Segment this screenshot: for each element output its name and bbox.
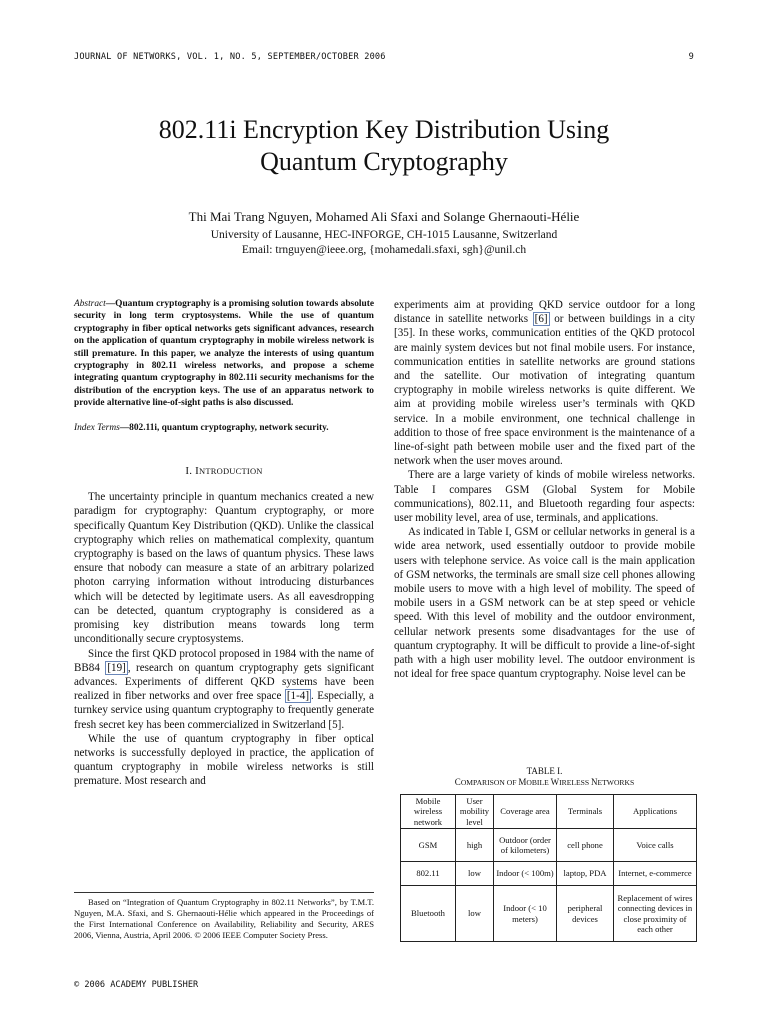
right-paragraph-1: experiments aim at providing QKD service outdoor for a long distance in satellite networks [6] or between buildings in a city [35]. In these works, communication entities of the QKD protocol are mainly system devices but not final mobile users. For instance, communication entities in satellite networks are ground stations and the satellite. Our motivation of integrating quantum cryptography in mobile wireless networks is quite different. We aim at providing mobile wireless user’s terminals with QKD service. In a mobile environment, one technical challenge in addition to those of free space environment is the maintenance of a line-of-sight path between mobile user and the fixed part of the network when the user moves around.	[394, 299, 695, 468]
table-cell: low	[456, 886, 494, 942]
abstract	[74, 298, 374, 410]
table-title: COMPARISON OF MOBILE WIRELESS NETWORKS	[454, 777, 635, 787]
citation-link[interactable]: [19]	[107, 661, 126, 674]
table-cell: Internet, e-commerce	[614, 862, 697, 886]
table-cell: Bluetooth	[401, 886, 456, 942]
table-cell: Replacement of wires connecting devices in close proximity of each other	[614, 886, 697, 942]
table-header-cell: Mobile wireless network	[401, 795, 456, 829]
table-cell: GSM	[401, 829, 456, 862]
right-paragraph-2: There are a large variety of kinds of mobile wireless networks. Table I compares GSM (Global System for Mobile communications), 802.11, and Bluetooth regarding four aspects: user mobility level, area of use, terminals, and applications.	[394, 469, 695, 525]
index-terms-label: Index Terms	[74, 422, 120, 433]
abstract-label: Abstract	[74, 299, 106, 309]
left-column	[74, 298, 374, 789]
title-line-2: Quantum Cryptography	[260, 147, 508, 176]
table-cell: low	[456, 862, 494, 886]
affiliation: University of Lausanne, HEC-INFORGE, CH-1015 Lausanne, Switzerland	[210, 229, 558, 241]
page-number: 9	[688, 52, 694, 62]
table-header-cell: User mobility level	[456, 795, 494, 829]
comparison-table	[400, 794, 697, 942]
table-label: TABLE I.	[526, 766, 563, 776]
table-cell: laptop, PDA	[557, 862, 614, 886]
table-caption	[394, 766, 695, 788]
intro-paragraph-3: While the use of quantum cryptography in fiber optical networks is successfully deployed in practice, the application of quantum cryptography in mobile wireless networks is still premature. Most research and	[74, 732, 374, 788]
table-cell: peripheral devices	[557, 886, 614, 942]
table-cell: 802.11	[401, 862, 456, 886]
table-row	[401, 829, 697, 862]
journal-name: JOURNAL OF NETWORKS, VOL. 1, NO. 5, SEPTEMBER/OCTOBER 2006	[74, 52, 386, 62]
table-header-cell: Applications	[614, 795, 697, 829]
right-column	[394, 298, 695, 681]
table-cell: cell phone	[557, 829, 614, 862]
section-heading-introduction: I. INTRODUCTION	[185, 465, 263, 478]
footnote: Based on “Integration of Quantum Cryptography in 802.11 Networks”, by T.M.T. Nguyen, M.A. Sfaxi, and S. Ghernaouti-Hélie which appeared in the Proceedings of the First International Conference on Availability, Reliability and Security, ARES 2006, Vienna, Austria, April 2006. © 2006 IEEE Computer Society Press.	[74, 897, 374, 940]
table-cell: high	[456, 829, 494, 862]
table-row	[401, 862, 697, 886]
table-cell: Voice calls	[614, 829, 697, 862]
citation-link[interactable]: [6]	[534, 313, 548, 326]
table-cell: Indoor (< 100m)	[494, 862, 557, 886]
authors: Thi Mai Trang Nguyen, Mohamed Ali Sfaxi and Solange Ghernaouti-Hélie	[188, 209, 580, 224]
index-terms	[74, 422, 374, 434]
affiliation-block	[0, 228, 768, 258]
citation-link[interactable]: [1-4]	[286, 690, 310, 703]
table-cell: Indoor (< 10 meters)	[494, 886, 557, 942]
table-header-cell: Coverage area	[494, 795, 557, 829]
table-cell: Outdoor (order of kilometers)	[494, 829, 557, 862]
running-header	[74, 52, 694, 66]
email: Email: trnguyen@ieee.org, {mohamedali.sfaxi, sgh}@unil.ch	[241, 244, 527, 256]
intro-paragraph-1: The uncertainty principle in quantum mechanics created a new paradigm for cryptography: Quantum cryptography, or more specifically Quantum Key Distribution (QKD). Unlike the classical cryptography which relies on mathematical complexity, quantum cryptography is based on the laws of quantum physics. These laws ensure that nobody can measure a state of an arbitrary polarized photon carrying information without introducing disturbances which will be detected by legitimate users. As all eavesdropping can be detected, quantum cryptography is considered as a promising key distribution means towards long term unconditionally secure cryptosystems.	[74, 491, 374, 646]
table-header-row	[401, 795, 697, 829]
paper-title	[0, 114, 768, 178]
index-terms-text: —802.11i, quantum cryptography, network security.	[119, 422, 329, 433]
footnote-divider	[74, 892, 374, 893]
table-header-cell: Terminals	[557, 795, 614, 829]
intro-paragraph-2: Since the first QKD protocol proposed in 1984 with the name of BB84 [19] , research on quantum cryptography gets significant advances. Experiments of different QKD systems have been realized in fiber networks and over free space [1-4] . Especially, a turnkey service using quantum cryptography to frequently generate fresh secret key has been commercialized in Switzerland [5].	[74, 647, 374, 731]
abstract-text: —Quantum cryptography is a promising solution towards absolute security in long term cryptosystems. While the use of quantum cryptography in fiber optical networks gets significant advances, research on the application of quantum cryptography in mobile wireless network is still premature. In this paper, we analyze the interests of using quantum cryptography in 802.11 wireless networks, and propose a scheme integrating quantum cryptography in 802.11i security mechanisms for the distribution of the encryption keys. The use of an apparatus network to provide alternative line-of-sight paths is also discussed.	[74, 299, 374, 409]
right-paragraph-3: As indicated in Table I, GSM or cellular networks in general is a wide area network, used essentially outdoor to provide mobile users with telephone service. As voice call is the main application of GSM networks, the terminals are small size cell phones allowing mobile users to move with a high level of mobility. The speed of mobile users in a GSM network can be at step speed or vehicle speed. With this level of mobility and the outdoor environment, cellular network presents some disadvantages for the use of quantum cryptography. It will be difficult to provide a line-of-sight path with a high user mobility level. The outdoor environment is not ideal for free space quantum cryptography. Noise level can be	[394, 526, 695, 681]
publisher-footer: © 2006 ACADEMY PUBLISHER	[74, 980, 199, 990]
table-row	[401, 886, 697, 942]
title-line-1: 802.11i Encryption Key Distribution Using	[158, 115, 610, 144]
